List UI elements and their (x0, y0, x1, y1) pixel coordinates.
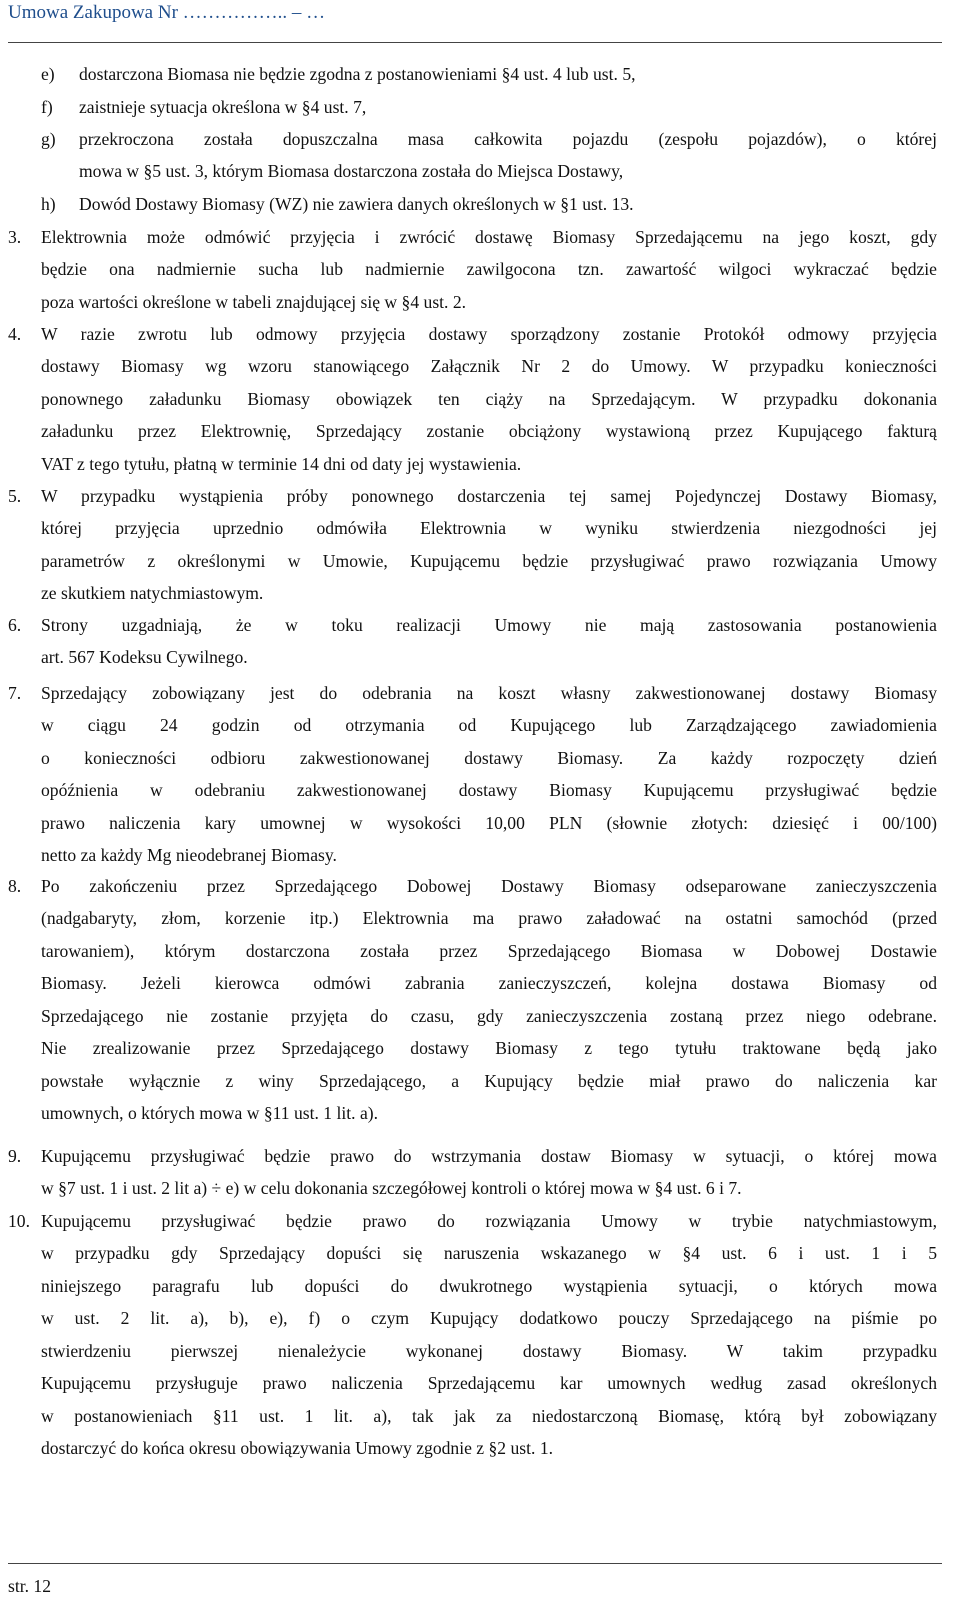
paragraph-line-text: której przyjęcia uprzednio odmówiła Elektrownia w wyniku stwierdzenia niezgodności jej (41, 518, 937, 539)
paragraph-line (41, 1037, 937, 1059)
paragraph-line (41, 1145, 937, 1167)
paragraph-number: 6. (8, 615, 22, 635)
paragraph-line-text: przekroczona została dopuszczalna masa całkowita pojazdu (zespołu pojazdów), o której (79, 129, 937, 149)
paragraph-line (41, 453, 937, 475)
list-item-letter: g) (41, 129, 56, 149)
paragraph-line-text: Elektrownia może odmówić przyjęcia i zwrócić dostawę Biomasy Sprzedającemu na jego koszt, gdy (41, 227, 937, 247)
paragraph-line-text: Kupującemu przysługuje prawo naliczenia Sprzedającemu kar umownych według zasad określonych (41, 1373, 937, 1394)
paragraph-line (41, 1242, 937, 1264)
paragraph-line (41, 485, 937, 507)
paragraph-line-text: dostarczona Biomasa nie będzie zgodna z postanowieniami §4 ust. 4 lub ust. 5, (79, 64, 636, 84)
paragraph-line (41, 291, 937, 313)
header-divider (8, 42, 942, 43)
paragraph-line (41, 972, 937, 994)
paragraph-line-text: Strony uzgadniają, że w toku realizacji Umowy nie mają zastosowania postanowienia (41, 615, 937, 635)
paragraph-number: 8. (8, 876, 22, 896)
paragraph-number: 7. (8, 683, 22, 703)
paragraph-line (79, 63, 937, 85)
list-item-letter: h) (41, 194, 56, 214)
paragraph-line-text: będzie ona nadmiernie sucha lub nadmiernie zawilgocona tzn. zawartość wilgoci wykraczać będzie (41, 259, 937, 280)
paragraph-line (41, 1340, 937, 1362)
paragraph-line-text: powstałe wyłącznie z winy Sprzedającego, a Kupujący będzie miał prawo do naliczenia kar (41, 1070, 937, 1091)
paragraph-line (41, 940, 937, 962)
paragraph-line-text: tarowaniem), którym dostarczona została przez Sprzedającego Biomasa w Dobowej Dostawie (41, 940, 937, 961)
paragraph-line-text: VAT z tego tytułu, płatną w terminie 14 dni od daty jej wystawienia. (41, 453, 522, 474)
paragraph-line (41, 1405, 937, 1427)
paragraph-line-text: Kupującemu przysługiwać będzie prawo do wstrzymania dostaw Biomasy w sytuacji, o której mowa (41, 1146, 937, 1166)
paragraph-line-text: W razie zwrotu lub odmowy przyjęcia dostawy sporządzony zostanie Protokół odmowy przyjęcia (41, 324, 937, 344)
paragraph-line-text: Dowód Dostawy Biomasy (WZ) nie zawiera danych określonych w §1 ust. 13. (79, 194, 634, 214)
paragraph-line-text: dostarczyć do końca okresu obowiązywania Umowy zgodnie z §2 ust. 1. (41, 1438, 554, 1459)
paragraph-number: 3. (8, 227, 22, 247)
paragraph-line (41, 258, 937, 280)
paragraph-line-text: Nie zrealizowanie przez Sprzedającego dostawy Biomasy z tego tytułu traktowane będą jako (41, 1038, 937, 1059)
paragraph-line (41, 1070, 937, 1092)
paragraph-line (41, 844, 937, 866)
paragraph-line (41, 682, 937, 704)
paragraph-line (41, 1372, 937, 1394)
paragraph-line-text: Sprzedający zobowiązany jest do odebrania na koszt własny zakwestionowanej dostawy Biomasy (41, 683, 937, 703)
paragraph-line-text: Po zakończeniu przez Sprzedającego Dobowej Dostawy Biomasy odseparowane zanieczyszczenia (41, 876, 937, 896)
paragraph-number: 9. (8, 1146, 22, 1166)
paragraph-line-text: załadunku przez Elektrownię, Sprzedający zostanie obciążony wystawioną przez Kupującego fakturą (41, 421, 937, 442)
paragraph-number: 10. (8, 1211, 30, 1231)
paragraph-line (41, 355, 937, 377)
paragraph-line (41, 646, 937, 668)
paragraph-line-text: prawo naliczenia kary umownej w wysokości 10,00 PLN (słownie złotych: dziesięć i 00/100) (41, 812, 937, 833)
paragraph-line-text: w ciągu 24 godzin od otrzymania od Kupującego lub Zarządzającego zawiadomienia (41, 715, 937, 736)
footer-divider (8, 1563, 942, 1564)
paragraph-line-text: w przypadku gdy Sprzedający dopuści się naruszenia wskazanego w §4 ust. 6 i ust. 1 i 5 (41, 1243, 937, 1264)
paragraph-line-text: ponownego załadunku Biomasy obowiązek ten ciąży na Sprzedającym. W przypadku dokonania (41, 388, 937, 409)
page-number: str. 12 (8, 1576, 52, 1596)
paragraph-line-text: (nadgabaryty, złom, korzenie itp.) Elektrownia ma prawo załadować na ostatni samochód (przed (41, 908, 937, 929)
paragraph-line (79, 128, 937, 150)
paragraph-line (41, 907, 937, 929)
paragraph-line-text: w ust. 2 lit. a), b), e), f) o czym Kupujący dodatkowo pouczy Sprzedającego na piśmie po (41, 1308, 937, 1329)
paragraph-line-text: mowa w §5 ust. 3, którym Biomasa dostarczona została do Miejsca Dostawy, (79, 161, 624, 182)
paragraph-line (79, 193, 937, 215)
paragraph-number: 4. (8, 324, 22, 344)
paragraph-line (41, 226, 937, 248)
paragraph-line-text: netto za każdy Mg nieodebranej Biomasy. (41, 845, 337, 866)
paragraph-line (41, 1005, 937, 1027)
paragraph-line (41, 517, 937, 539)
paragraph-line (41, 1210, 937, 1232)
paragraph-line-text: w postanowieniach §11 ust. 1 lit. a), tak jak za niedostarczoną Biomasę, którą był zobowiązany (41, 1405, 937, 1426)
paragraph-line (41, 812, 937, 834)
paragraph-line-text: opóźnienia w odebraniu zakwestionowanej dostawy Biomasy Kupującemu przysługiwać będzie (41, 780, 937, 801)
paragraph-line-text: niniejszego paragrafu lub dopuści do dwukrotnego wystąpienia sytuacji, o których mowa (41, 1275, 937, 1296)
paragraph-line-text: parametrów z określonymi w Umowie, Kupującemu będzie przysługiwać prawo rozwiązania Umowy (41, 550, 937, 571)
paragraph-line (41, 1102, 937, 1124)
paragraph-line (41, 1307, 937, 1329)
paragraph-line-text: Sprzedającego nie zostanie przyjęta do czasu, gdy zanieczyszczenia zostaną przez niego odebrane. (41, 1005, 937, 1026)
paragraph-line-text: stwierdzeniu pierwszej nienależycie wykonanej dostawy Biomasy. W takim przypadku (41, 1340, 937, 1361)
paragraph-line-text: ze skutkiem natychmiastowym. (41, 583, 264, 604)
list-item-letter: e) (41, 64, 55, 84)
list-item-letter: f) (41, 97, 53, 117)
paragraph-line (41, 388, 937, 410)
paragraph-line-text: umownych, o których mowa w §11 ust. 1 lit. a). (41, 1103, 379, 1124)
paragraph-line (79, 96, 937, 118)
paragraph-line (41, 1275, 937, 1297)
paragraph-line-text: Biomasy. Jeżeli kierowca odmówi zabrania zanieczyszczeń, kolejna dostawa Biomasy od (41, 973, 937, 994)
paragraph-line-text: o konieczności odbioru zakwestionowanej dostawy Biomasy. Za każdy rozpoczęty dzień (41, 747, 937, 768)
paragraph-line-text: poza wartości określone w tabeli znajdującej się w §4 ust. 2. (41, 291, 467, 312)
paragraph-line (41, 1177, 937, 1199)
paragraph-line (41, 614, 937, 636)
paragraph-line (41, 779, 937, 801)
paragraph-line-text: dostawy Biomasy wg wzoru stanowiącego Załącznik Nr 2 do Umowy. W przypadku konieczności (41, 356, 937, 377)
paragraph-line-text: w §7 ust. 1 i ust. 2 lit a) ÷ e) w celu dokonania szczegółowej kontroli o której mowa w §4 ust. 6 i 7. (41, 1178, 742, 1199)
paragraph-line (79, 160, 937, 182)
paragraph-line (41, 747, 937, 769)
paragraph-line (41, 582, 937, 604)
paragraph-line-text: zaistnieje sytuacja określona w §4 ust. 7, (79, 97, 367, 117)
paragraph-line (41, 420, 937, 442)
paragraph-line-text: Kupującemu przysługiwać będzie prawo do rozwiązania Umowy w trybie natychmiastowym, (41, 1211, 937, 1231)
paragraph-line-text: W przypadku wystąpienia próby ponownego dostarczenia tej samej Pojedynczej Dostawy Biomasy, (41, 486, 937, 506)
paragraph-line (41, 323, 937, 345)
paragraph-line (41, 714, 937, 736)
paragraph-line (41, 550, 937, 572)
paragraph-line (41, 1437, 937, 1459)
paragraph-line (41, 875, 937, 897)
paragraph-line-text: art. 567 Kodeksu Cywilnego. (41, 647, 248, 668)
document-header: Umowa Zakupowa Nr …………….. – … (8, 2, 326, 23)
paragraph-number: 5. (8, 486, 22, 506)
